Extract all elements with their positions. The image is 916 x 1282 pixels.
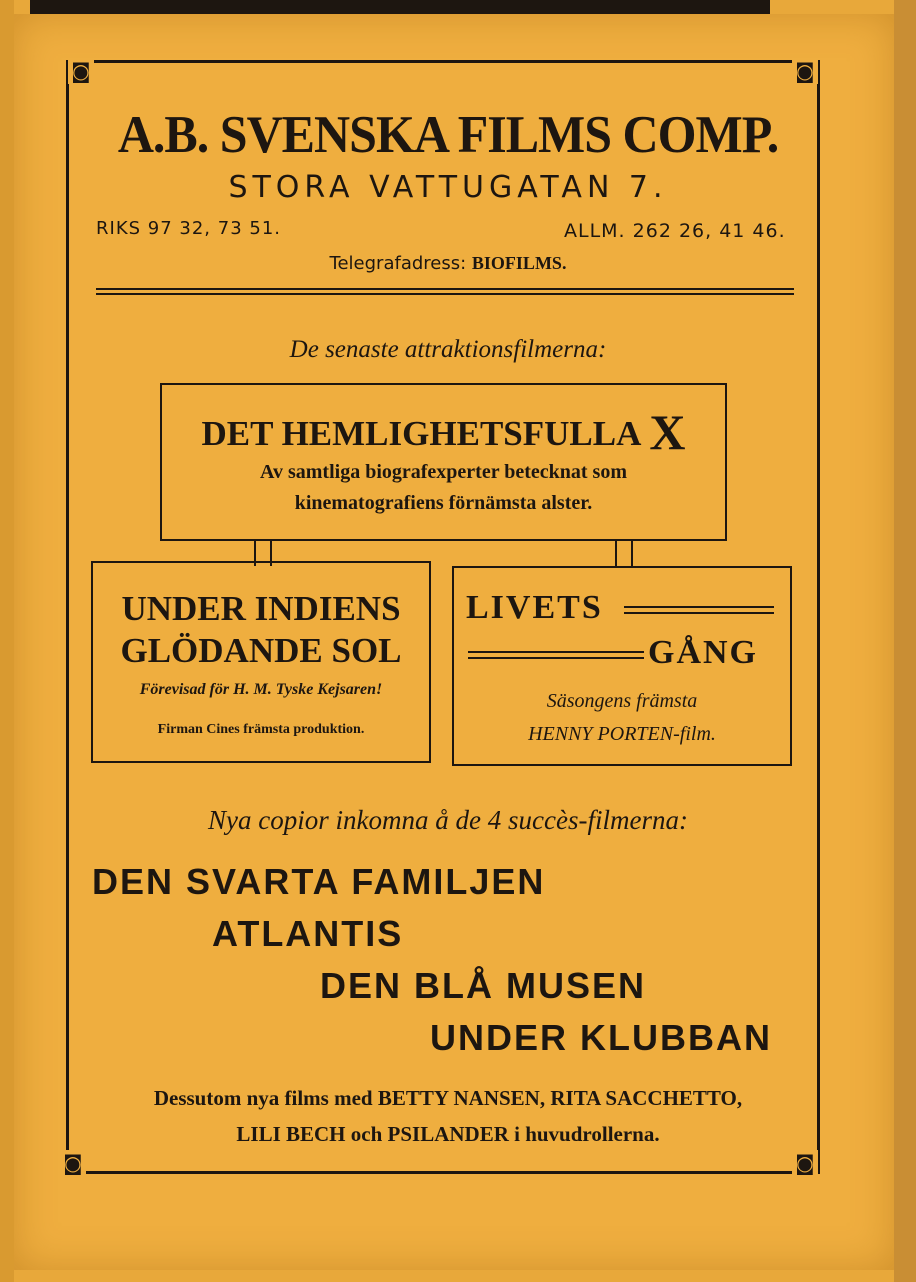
featured-film-title bbox=[160, 403, 727, 461]
phone-allm: ALLM. 262 26, 41 46. bbox=[564, 220, 786, 242]
left-film-title bbox=[91, 588, 431, 672]
previous-page-edge bbox=[30, 0, 770, 14]
telegraph-label: Telegrafadress: bbox=[329, 253, 467, 274]
corner-ornament-icon: ◙ bbox=[792, 1150, 818, 1176]
telegraph-address bbox=[80, 253, 816, 274]
telegraph-value: BIOFILMS. bbox=[471, 253, 567, 273]
new-copies-heading: Nya copior inkomna å de 4 succès-filmerna: bbox=[208, 805, 688, 835]
page-stack-edge bbox=[894, 0, 916, 1282]
left-film-shown: Förevisad för H. M. Tyske Kejsaren! bbox=[139, 681, 383, 698]
phone-riks: RIKS 97 32, 73 51. bbox=[96, 218, 281, 239]
featured-film-title-x: X bbox=[649, 404, 686, 460]
company-address: STORA VATTUGATAN 7. bbox=[228, 170, 668, 205]
title-double-rule bbox=[624, 606, 774, 614]
corner-ornament-icon: ◙ bbox=[792, 58, 818, 84]
left-film-title-line: UNDER INDIENS bbox=[121, 589, 401, 628]
right-film-title-part2: GÅNG bbox=[648, 634, 758, 671]
featured-desc-line: kinematografiens förnämsta alster. bbox=[294, 492, 593, 514]
footer-note bbox=[80, 1080, 816, 1152]
footer-line: Dessutom nya films med BETTY NANSEN, RITA SACCHETTO, bbox=[153, 1086, 743, 1110]
right-film-sub-line: HENNY PORTEN-film. bbox=[528, 723, 716, 745]
right-film-sub-line: Säsongens främsta bbox=[546, 690, 698, 712]
featured-film-description bbox=[160, 457, 727, 519]
right-film-subtitle bbox=[452, 685, 792, 751]
success-film: DEN SVARTA FAMILJEN bbox=[92, 861, 546, 902]
right-film-title-part1: LIVETS bbox=[466, 589, 603, 626]
success-film: DEN BLÅ MUSEN bbox=[320, 965, 647, 1006]
footer-line: LILI BECH och PSILANDER i huvudrollerna. bbox=[236, 1122, 660, 1146]
company-name: A.B. SVENSKA FILMS COMP. bbox=[117, 104, 779, 164]
success-film: ATLANTIS bbox=[212, 913, 404, 954]
header-divider bbox=[96, 293, 794, 295]
featured-film-title-text: DET HEMLIGHETSFULLA bbox=[201, 414, 642, 453]
left-film-firm: Firman Cines främsta produktion. bbox=[157, 722, 365, 737]
corner-ornament-icon: ◙ bbox=[60, 1150, 86, 1176]
header-divider bbox=[96, 288, 794, 290]
title-double-rule bbox=[468, 651, 644, 659]
featured-desc-line: Av samtliga biografexperter betecknat som bbox=[260, 461, 627, 483]
box-connector bbox=[615, 540, 633, 566]
left-film-title-line: GLÖDANDE SOL bbox=[120, 631, 402, 670]
attractions-heading: De senaste attraktionsfilmerna: bbox=[289, 336, 607, 363]
book-spine bbox=[0, 0, 14, 1282]
success-film: UNDER KLUBBAN bbox=[430, 1017, 772, 1058]
corner-ornament-icon: ◙ bbox=[68, 58, 94, 84]
